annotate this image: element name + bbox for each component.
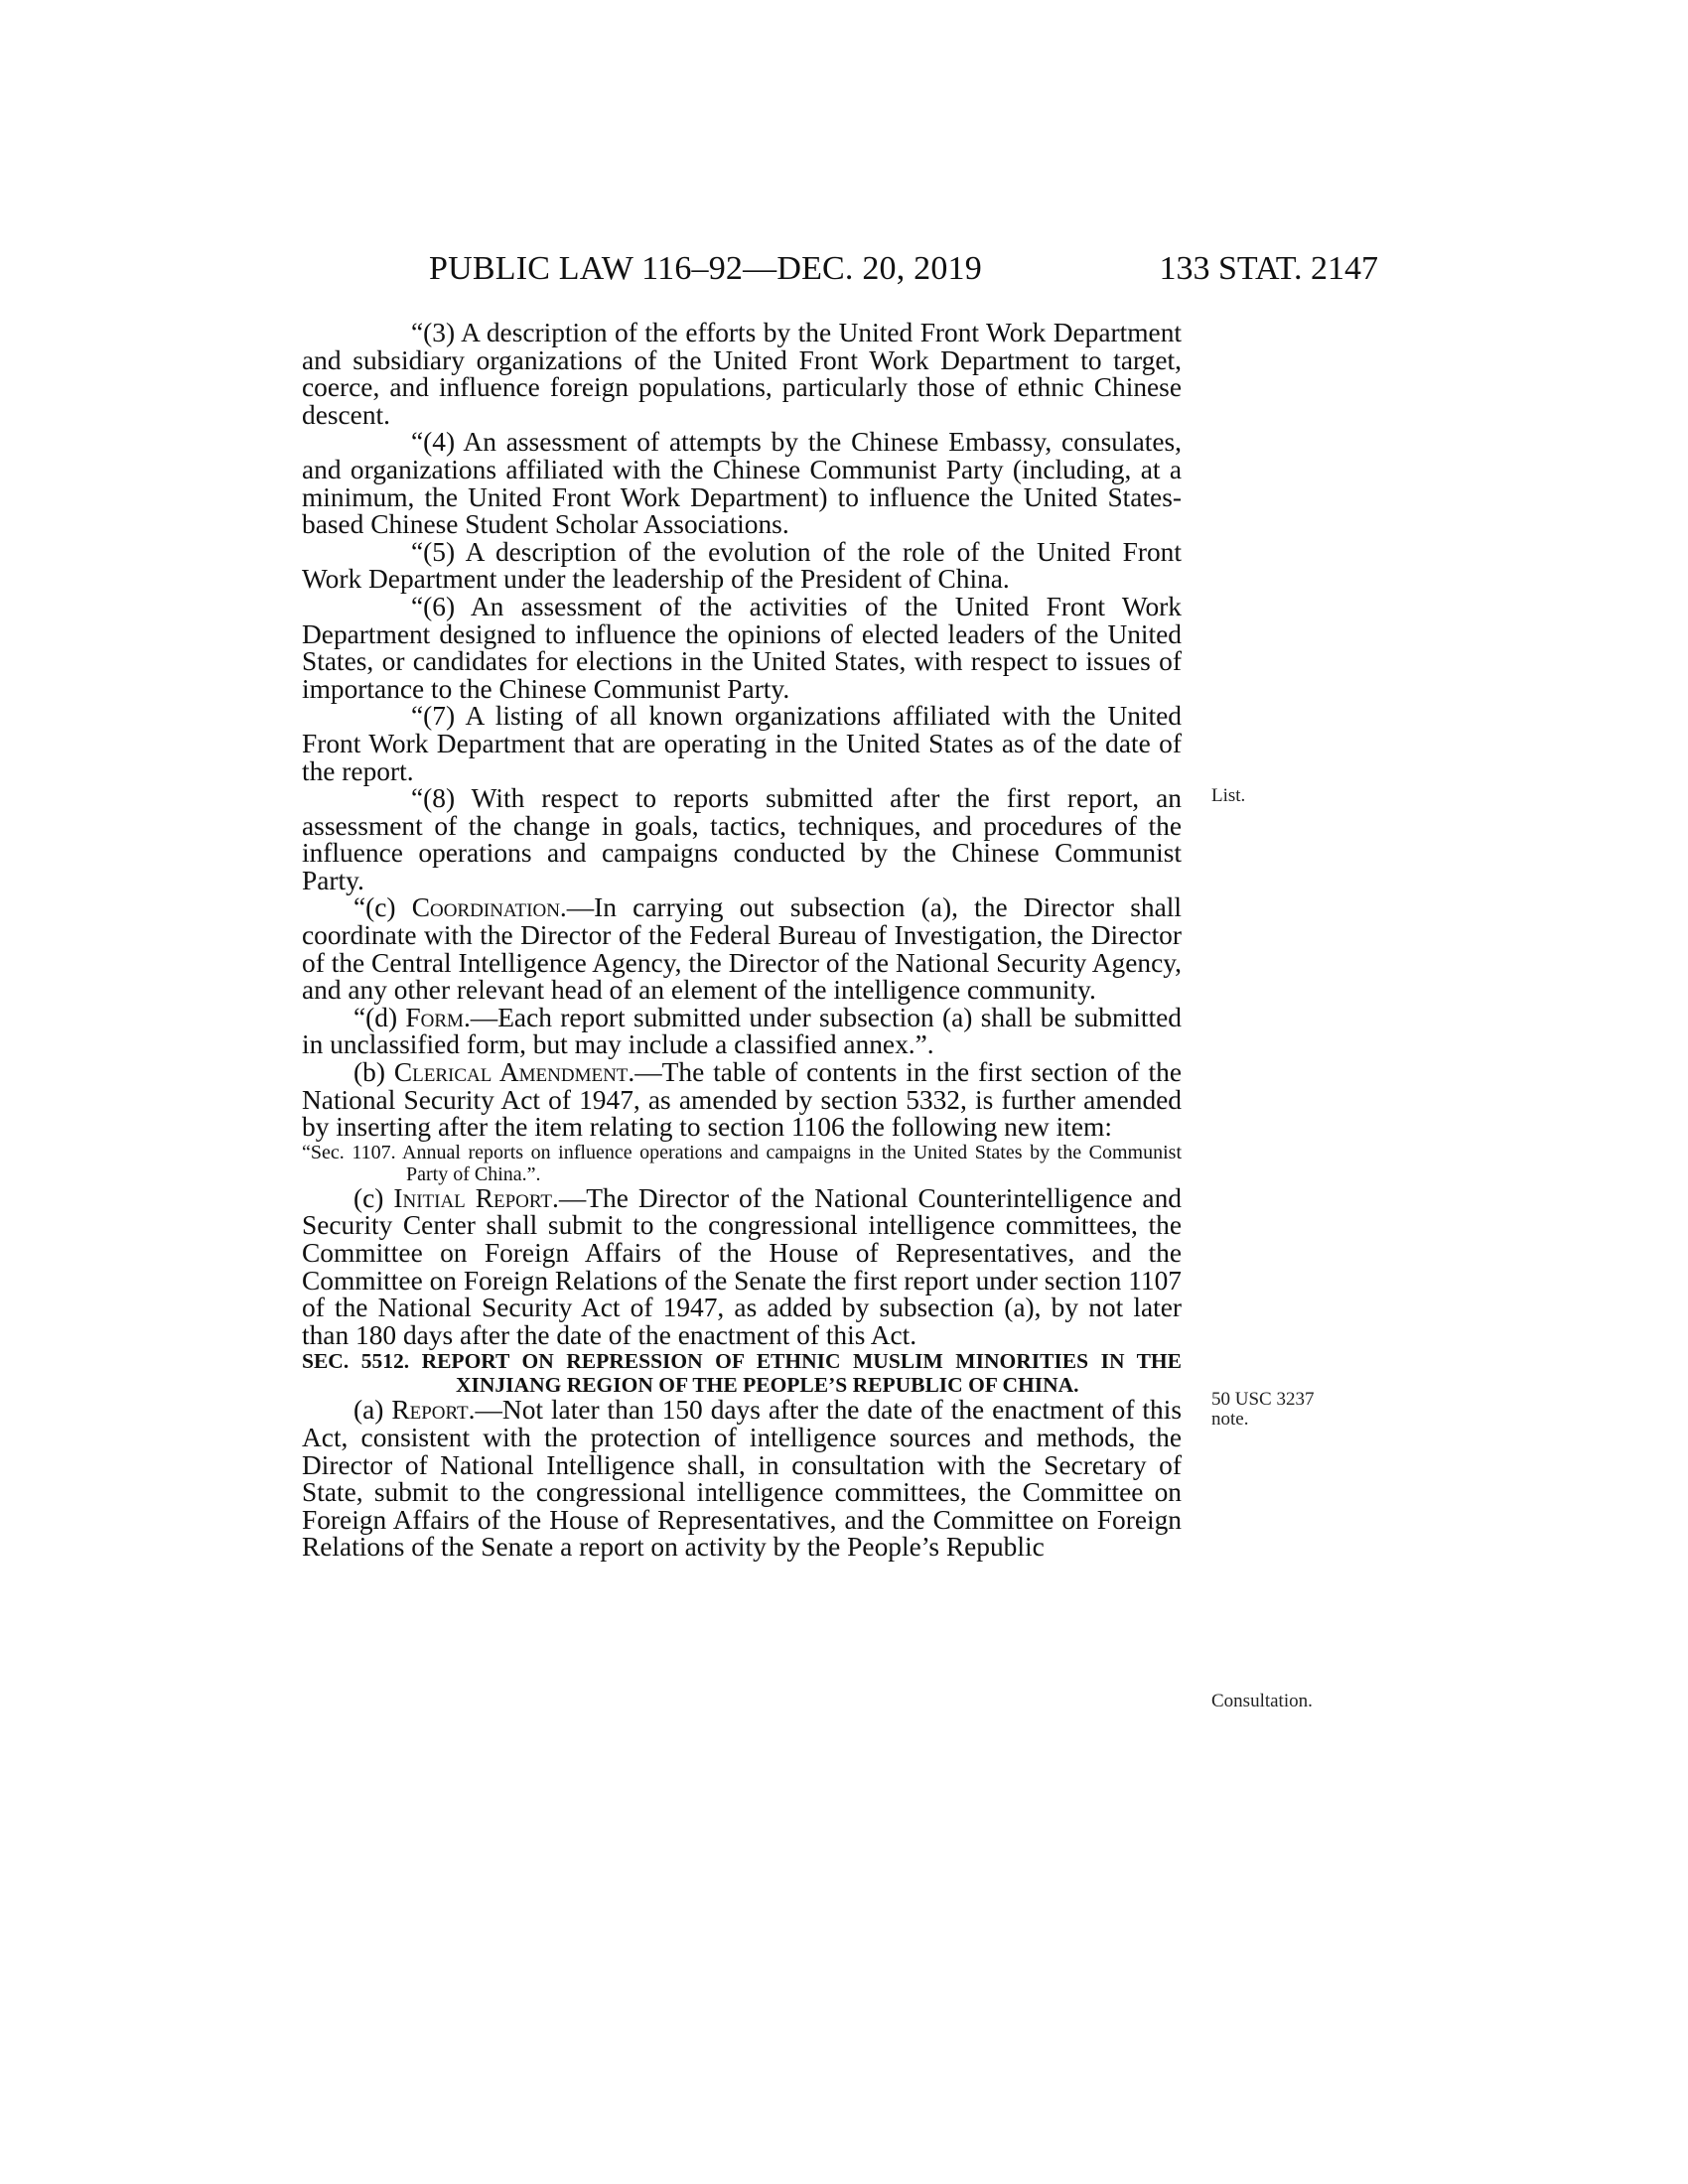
subsection-a-lead: (a): [353, 1395, 392, 1426]
subsection-c-heading: Coordination: [411, 892, 560, 923]
subsection-b-text: .—The table of contents in the first section of the National Security Act of 1947, as amended by section 5332, is further amended by inserting after the item relating to section 1106 the following new item:: [302, 1057, 1182, 1143]
paragraph-8: “(8) With respect to reports submitted after the first report, an assessment of the change in goals, tactics, techniques, and procedures of the influence operations and campaigns conducted by the Chinese Communist Party.: [302, 783, 1182, 895]
subsection-d-form: [302, 1002, 1182, 1060]
subsection-c-initial-report: [302, 1182, 1182, 1350]
paragraph-6: “(6) An assessment of the activities of the United Front Work Department designed to influence the opinions of elected leaders of the United States, or candidates for elections in the United States, with respect to issues of importance to the Chinese Communist Party.: [302, 591, 1182, 704]
subsection-a-heading: Report: [391, 1395, 469, 1426]
paragraph-7: “(7) A listing of all known organizations affiliated with the United Front Work Department that are operating in the United States as of the date of the report.: [302, 701, 1182, 786]
subsection-c-lead: “(c): [353, 892, 412, 923]
subsection-d-lead: “(d): [353, 1002, 406, 1032]
subsection-a-text: .—Not later than 150 days after the date of the enactment of this Act, consistent with the protection of intelligence sources and methods, the Director of National Intelligence shall, in consultation with the Secretary of State, submit to the congressional intelligence committees, the Committee on Foreign Affairs of the House of Representatives, and the Committee on Foreign Relations of the Senate a report on activity by the People’s Republic: [302, 1395, 1182, 1563]
paragraph-3: “(3) A description of the efforts by the United Front Work Department and subsidiary organizations of the United Front Work Department to target, coerce, and influence foreign populations, particularly those of ethnic Chinese descent.: [302, 318, 1182, 430]
section-heading: SEC. 5512. REPORT ON REPRESSION OF ETHNIC MUSLIM MINORITIES IN THE XINJIANG REGION OF THE PEOPLE’S REPUBLIC OF CHINA.: [302, 1349, 1182, 1398]
subsection-b-clerical-amendment: [302, 1059, 1182, 1142]
margin-note-consultation: Consultation.: [1211, 1691, 1313, 1711]
margin-note-usc-line1: 50 USC 3237: [1211, 1389, 1315, 1410]
page-title: PUBLIC LAW 116–92—DEC. 20, 2019: [429, 250, 982, 287]
running-head: [298, 250, 1378, 290]
subsection-ci-lead: (c): [353, 1182, 394, 1213]
subsection-b-lead: (b): [353, 1057, 394, 1088]
margin-note-usc-line2: note.: [1211, 1409, 1249, 1430]
subsection-ci-heading: Initial Report: [393, 1182, 553, 1213]
subsection-b-heading: Clerical Amendment: [393, 1057, 629, 1088]
paragraph-5: “(5) A description of the evolution of the role of the United Front Work Department under the leadership of the President of China.: [302, 536, 1182, 595]
margin-note-usc: [1211, 1390, 1314, 1430]
document-body: [302, 320, 1182, 1562]
subsection-a-report: [302, 1397, 1182, 1562]
subsection-ci-text: .—The Director of the National Counterintelligence and Security Center shall submit to the congressional intelligence committees, the Committee on Foreign Affairs of the House of Representatives, and the Committee on Foreign Relations of the Senate the first report under section 1107 of the National Security Act of 1947, as added by subsection (a), by not later than 180 days after the date of the enactment of this Act.: [302, 1182, 1182, 1350]
subsection-d-heading: Form: [405, 1002, 464, 1032]
subsection-d-text: .—Each report submitted under subsection (a) shall be submitted in unclassified form, but may include a classified annex.”.: [302, 1002, 1182, 1060]
subsection-c-text: .—In carrying out subsection (a), the Director shall coordinate with the Director of the Federal Bureau of Investigation, the Director of the Central Intelligence Agency, the Director of the National Security Agency, and any other relevant head of an element of the intelligence community.: [302, 892, 1182, 1006]
statute-page-number: 133 STAT. 2147: [1159, 250, 1378, 287]
table-of-contents-item: “Sec. 1107. Annual reports on influence operations and campaigns in the United States by the Communist Party of China.”.: [302, 1141, 1182, 1185]
paragraph-4: “(4) An assessment of attempts by the Chinese Embassy, consulates, and organizations affiliated with the Chinese Communist Party (including, at a minimum, the United Front Work Department) to influence the United States-based Chinese Student Scholar Associations.: [302, 427, 1182, 540]
margin-note-list: List.: [1211, 785, 1246, 806]
subsection-c-coordination: [302, 894, 1182, 1004]
